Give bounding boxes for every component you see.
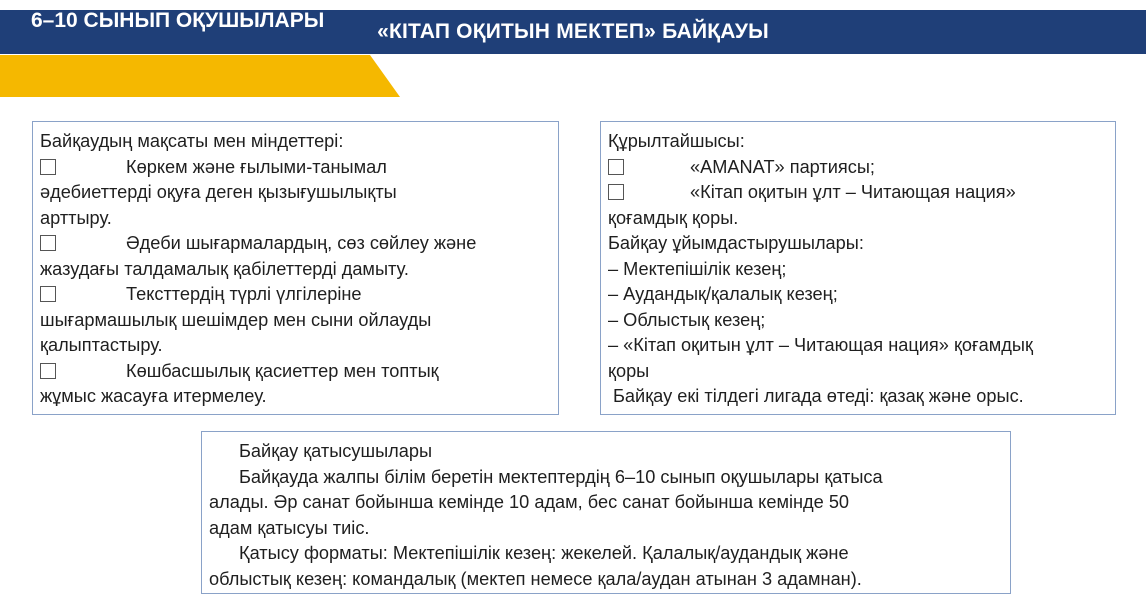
founder-item-continuation: қоғамдық қоры.: [608, 207, 739, 228]
goal-item: Көшбасшылық қасиеттер мен топтық: [40, 359, 558, 385]
goal-item-continuation: қалыптастыру.: [40, 335, 163, 355]
founders-box: [600, 121, 1116, 415]
participants-heading: Байқау қатысушылары: [239, 441, 433, 461]
subtitle-ribbon: [0, 55, 400, 97]
organizer-item: – Аудандық/қалалық кезең;: [608, 284, 838, 304]
format-paragraph-line: облыстық кезең: командалық (мектеп немесе қала/аудан атынан 3 адамнан).: [209, 568, 862, 589]
page-subtitle: 6–10 СЫНЫП ОҚУШЫЛАРЫ: [31, 9, 325, 32]
goal-item: Көркем және ғылыми-танымал: [40, 155, 558, 181]
goal-item-continuation: арттыру.: [40, 207, 112, 228]
participants-paragraph-line: адам қатысуы тиіс.: [209, 517, 370, 538]
page-title: «КІТАП ОҚИТЫН МЕКТЕП» БАЙҚАУЫ: [377, 20, 769, 43]
goals-heading: Байқаудың мақсаты мен міндеттері:: [40, 131, 344, 151]
checkbox-bullet-icon: [40, 235, 56, 251]
goal-item: Тексттердің түрлі үлгілеріне: [40, 282, 558, 308]
goal-item-continuation: жазудағы талдамалық қабілеттерді дамыту.: [40, 258, 409, 279]
checkbox-bullet-icon: [608, 159, 624, 175]
goal-item: Әдеби шығармалардың, сөз сөйлеу және: [40, 231, 558, 257]
checkbox-bullet-icon: [40, 159, 56, 175]
goal-item-continuation: жұмыс жасауға итермелеу.: [40, 386, 267, 406]
organizer-item-continuation: қоры: [608, 360, 650, 381]
checkbox-bullet-icon: [40, 286, 56, 302]
organizer-item: – «Кітап оқитын ұлт – Читающая нация» қоғамдық: [608, 335, 1033, 355]
goals-box: [32, 121, 559, 415]
goal-item-continuation: шығармашылық шешімдер мен сыни ойлауды: [40, 309, 432, 330]
format-paragraph-line: Қатысу форматы: Мектепішілік кезең: жекелей. Қалалық/аудандық және: [239, 543, 849, 563]
organizer-item: – Облыстық кезең;: [608, 309, 766, 330]
participants-paragraph-line: Байқауда жалпы білім беретін мектептердің 6–10 сынып оқушылары қатыса: [239, 466, 883, 487]
leagues-text: Байқау екі тілдегі лигада өтеді: қазақ және орыс.: [613, 386, 1024, 406]
organizers-heading: Байқау ұйымдастырушылары:: [608, 233, 864, 253]
participants-paragraph-line: алады. Әр санат бойынша кемінде 10 адам, бес санат бойынша кемінде 50: [209, 492, 850, 512]
goal-item-continuation: әдебиеттерді оқуға деген қызығушылықты: [40, 182, 397, 202]
checkbox-bullet-icon: [40, 363, 56, 379]
founder-item: «Кітап оқитын ұлт – Читающая нация»: [608, 180, 1115, 206]
participants-box: [201, 431, 1011, 594]
founders-heading: Құрылтайшысы:: [608, 131, 745, 151]
organizer-item: – Мектепішілік кезең;: [608, 258, 787, 279]
checkbox-bullet-icon: [608, 184, 624, 200]
founder-item: «AMANAT» партиясы;: [608, 155, 1115, 181]
